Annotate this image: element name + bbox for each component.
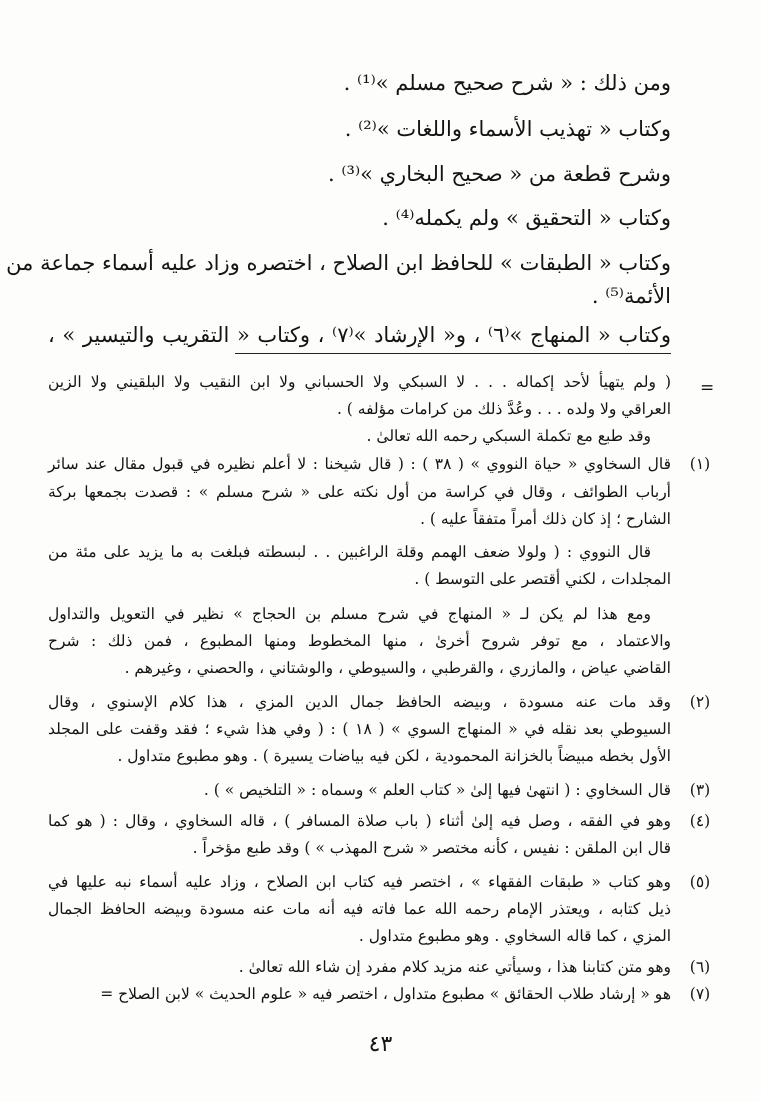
main-line: وشرح قطعة من « صحيح البخاري »⁽³⁾ . [328, 162, 671, 186]
footnote-line: المزي ، كما قاله السخاوي . وهو مطبوع متداول . [358, 927, 671, 945]
footnote-number: (٥) [689, 873, 711, 891]
footnote-line: المجلدات ، لكني أقتصر على التوسط ) . [414, 570, 671, 588]
footnote-line: العراقي ولا ولده . . . وعُدَّ ذلك من كرامات مؤلفه ) . [336, 400, 671, 418]
footnote-line: القاضي عياض ، والمازري ، والقرطبي ، والسيوطي ، والوشتاني ، والحصني ، وغيرهم . [124, 659, 671, 677]
footnote-line: السيوطي بعد نقله في « المنهاج السوي » ( ١٨ ) : ( وفي هذا شيء ؛ فقد وقفت على المجلد [48, 720, 671, 738]
footnote-line: ( ولم يتهيأ لأحد إكماله . . . لا السبكي ولا الحسباني ولا ابن النقيب ولا البلقيني ولا الزين [48, 373, 671, 391]
footnote-line: ذيل كتابه ، ويعتذر الإمام رحمه الله عما فاته فيه أنه مات عنه مسودة وبيضه الحافظ الجمال [48, 900, 671, 918]
footnote-line: قال النووي : ( ولولا ضعف الهمم وقلة الراغبين . . لبسطته فبلغت به ما يزيد على مئة من [48, 543, 651, 561]
footnote-number: (٣) [689, 781, 711, 799]
footnote-line: الشارح ؛ إذ كان ذلك أمراً متفقاً عليه ) . [420, 510, 671, 528]
footnote-line: وهو كتاب « طبقات الفقهاء » ، اختصر فيه كتاب ابن الصلاح ، وزاد عليه أسماء نبه عليها في [48, 873, 671, 891]
footnote-number: (١) [689, 455, 711, 473]
footnote-number: (٧) [689, 985, 711, 1003]
footnote-line: وقد مات عنه مسودة ، وبيضه الحافظ جمال الدين المزي ، هذا كلام الإسنوي ، وقال [48, 693, 671, 711]
main-line: وكتاب « تهذيب الأسماء واللغات »⁽²⁾ . [344, 117, 671, 141]
footnote-line: قال السخاوي « حياة النووي » ( ٣٨ ) : ( قال شيخنا : لا أعلم نظيره في قبول مقال عند سائر [48, 455, 672, 473]
footnote-line: هو « إرشاد طلاب الحقائق » مطبوع متداول ، اختصر فيه « علوم الحديث » لابن الصلاح = [100, 985, 671, 1003]
footnote-line: الأول بخطه مبيضاً بالخزانة المحمودية ، لكن فيه بياضات يسيرة ) . وهو مطبوع متداول . [117, 747, 671, 765]
footnote-line: والاعتماد ، مع توفر شروح أخرىٰ ، منها المخطوط ومنها المطبوع ، فمن ذلك : شرح [48, 632, 671, 650]
footnote-number: (٢) [689, 693, 711, 711]
footnote-line: وقد طبع مع تكملة السبكي رحمه الله تعالىٰ . [366, 427, 651, 445]
footnote-line: قال ابن الملقن : نفيس ، كأنه مختصر « شرح المهذب » ) وقد طبع مؤخراً . [192, 839, 671, 857]
footnote-number: (٦) [689, 958, 711, 976]
main-line: وكتاب « المنهاج »⁽٦⁾ ، و« الإرشاد »⁽٧⁾ ، وكتاب « التقريب والتيسير » ، [48, 323, 672, 347]
page-number: ٤٣ [368, 1032, 393, 1057]
main-line: وكتاب « الطبقات » للحافظ ابن الصلاح ، اختصره وزاد عليه أسماء جماعة من [6, 251, 671, 275]
footnote-line: قال السخاوي : ( انتهىٰ فيها إلىٰ « كتاب العلم » وسماه : « التلخيص » ) . [203, 781, 671, 799]
footnote-line: ومع هذا لم يكن لـ « المنهاج في شرح مسلم بن الحجاج » نظير في التعويل والتداول [48, 605, 651, 623]
main-line: الأئمة⁽⁵⁾ . [591, 284, 671, 308]
continuation-marker: = [700, 378, 715, 398]
footnote-number: (٤) [689, 812, 711, 830]
footnote-line: وهو متن كتابنا هذا ، وسيأتي عنه مزيد كلام مفرد إن شاء الله تعالىٰ . [238, 958, 671, 976]
footnote-line: وهو في الفقه ، وصل فيه إلىٰ أثناء ( باب صلاة المسافر ) ، قاله السخاوي ، وقال : ( هو كما [48, 812, 671, 830]
main-line: وكتاب « التحقيق » ولم يكمله⁽⁴⁾ . [382, 206, 671, 230]
footnote-separator [235, 353, 671, 354]
footnote-line: أرباب الطوائف ، وقال في كراسة من أول نكته على « شرح مسلم » : قصدت بجمعها بركة [48, 483, 671, 501]
main-line: ومن ذلك : « شرح صحيح مسلم »⁽¹⁾ . [343, 71, 671, 95]
